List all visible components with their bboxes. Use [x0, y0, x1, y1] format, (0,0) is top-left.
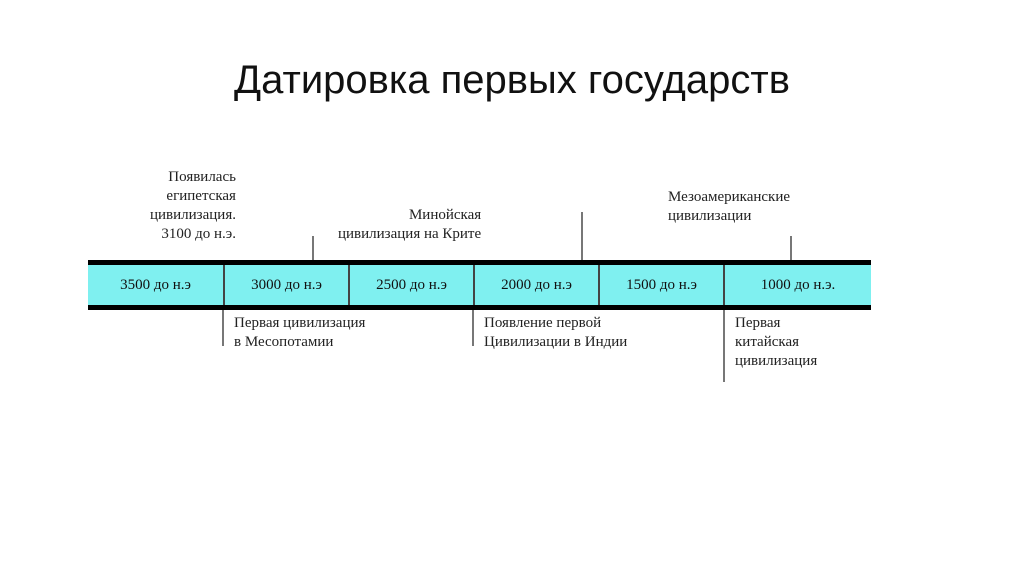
annotation-line: цивилизация на Крите — [338, 226, 482, 242]
bar-bottom-border — [88, 305, 871, 310]
timeline-segment: 1500 до н.э — [626, 276, 697, 293]
annotation-line: 3100 до н.э. — [161, 226, 236, 242]
annotation-line: Появилась — [168, 169, 236, 185]
annotation-line: Первая — [735, 315, 781, 331]
timeline-segment: 1000 до н.э. — [760, 276, 836, 293]
timeline-bar — [88, 260, 871, 310]
annotation-line: Цивилизации в Индии — [484, 334, 628, 350]
slide-title: Датировка первых государств — [234, 58, 790, 102]
annotation-line: Первая цивилизация — [234, 315, 366, 331]
india-tick — [472, 310, 474, 346]
timeline-segment: 3500 до н.э — [120, 276, 191, 293]
egypt-annotation — [150, 168, 236, 244]
mesoamerica-annotation — [668, 188, 790, 226]
timeline-segment: 2000 до н.э — [501, 276, 572, 293]
annotation-line: Появление первой — [484, 315, 602, 331]
mesopotamia-annotation — [234, 314, 365, 352]
egypt-tick — [312, 236, 314, 260]
china-annotation — [735, 314, 817, 371]
annotation-line: китайская — [735, 334, 800, 350]
india-annotation — [484, 314, 627, 352]
annotation-line: Мезоамериканские — [668, 189, 791, 205]
annotation-line: цивилизация — [735, 353, 818, 369]
annotation-line: египетская — [166, 188, 236, 204]
china-tick — [723, 310, 725, 382]
annotation-line: Минойская — [408, 207, 482, 223]
annotation-line: в Месопотамии — [234, 334, 334, 350]
annotation-line: цивилизация. — [150, 207, 236, 223]
mesoamerica-tick — [790, 236, 792, 260]
mesopotamia-tick — [222, 310, 224, 346]
minoan-annotation — [338, 206, 481, 244]
timeline-segment: 3000 до н.э — [251, 276, 322, 293]
timeline-segment: 2500 до н.э — [376, 276, 447, 293]
annotation-line: цивилизации — [668, 208, 752, 224]
minoan-tick — [581, 212, 583, 260]
